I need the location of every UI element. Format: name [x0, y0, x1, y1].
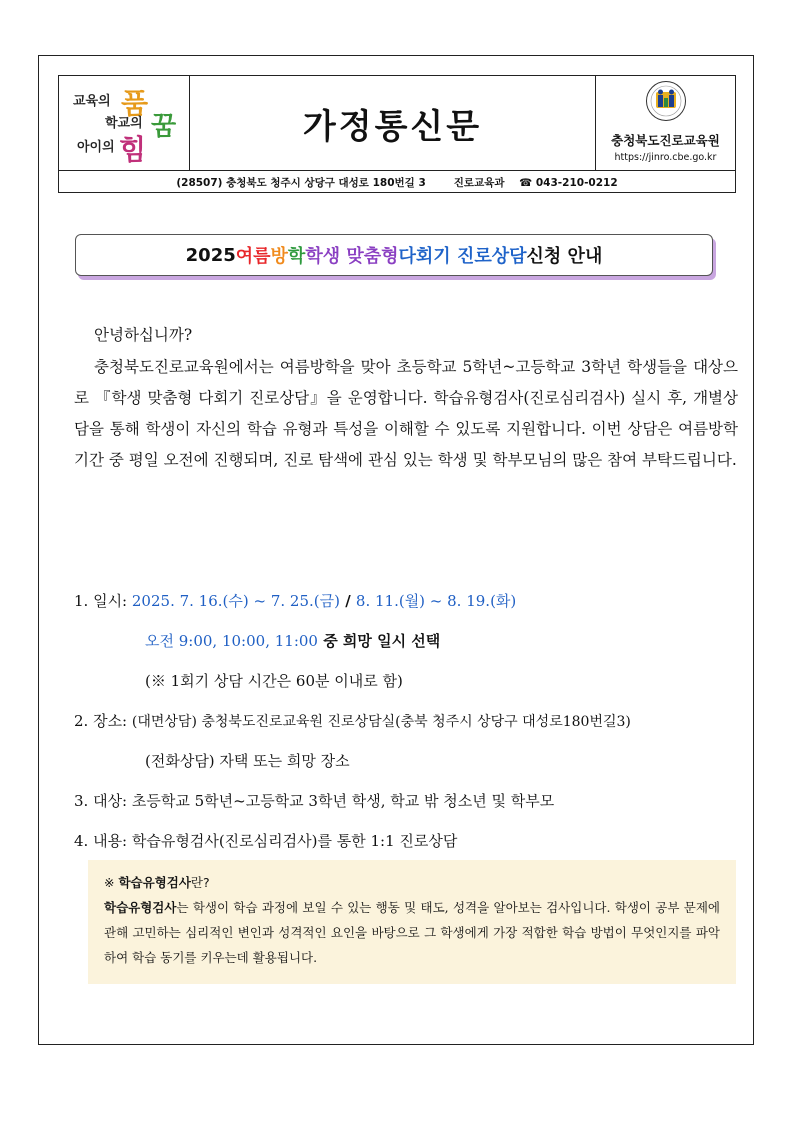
logo-text-1: 교육의: [73, 94, 111, 109]
logo-big-3: 힘: [119, 133, 147, 166]
issuer-block: [596, 76, 735, 170]
banner-bang: 방: [270, 246, 288, 267]
intro-text: 충청북도진로교육원에서는 여름방학을 맞아 초등학교 5학년~고등학교 3학년 학생들을 대상으로 『학생 맞춤형 다회기 진로상담』을 운영합니다. 학습유형검사(진로심리검사) 실시 후, 개별상담을 통해 학생이 자신의 학습 유형과 특성을 이해할 수 있도록 지원합니다. 이번 상담은 여름방학 기간 중 평일 오전에 진행되며, 진로 탐색에 관심 있는 학생 및 학부모님의 많은 참여 부탁드립니다.: [74, 358, 738, 469]
logo-text-2: 학교의: [105, 116, 143, 131]
item-place: 2. 장소: (대면상담) 충청북도진로교육원 진로상담실(충북 청주시 상당구 대성로180번길3): [74, 712, 631, 730]
notice-title-banner: [75, 234, 713, 276]
logo-big-1: 품: [121, 87, 149, 120]
telephone-icon: ☎: [519, 176, 533, 189]
note-title: ※ 학습유형검사란?: [104, 875, 210, 890]
note-body: 학습유형검사는 학생이 학습 과정에 보일 수 있는 행동 및 태도, 성격을 알아보는 검사입니다. 학생이 공부 문제에 관해 고민하는 심리적인 변인과 성격적인 요인을 바탕으로 그 학생에게 가장 적합한 학습 방법이 무엇인지를 파악하여 학습 동기를 키우는데 활용됩니다.: [104, 900, 720, 965]
item-content: 4. 내용: 학습유형검사(진로심리검사)를 통한 1:1 진로상담: [74, 832, 458, 850]
logo-big-2: 꿈: [151, 112, 177, 142]
intro-paragraph: [74, 352, 738, 476]
item-time: 오전 9:00, 10:00, 11:00 중 희망 일시 선택: [145, 632, 441, 650]
item-time-note: (※ 1회기 상담 시간은 60분 이내로 함): [145, 672, 403, 690]
contact-bar: [59, 170, 735, 193]
item-place-phone: (전화상담) 자택 또는 희망 장소: [145, 752, 350, 770]
banner-hak: 학: [287, 246, 306, 267]
department: 진로교육과: [453, 176, 505, 189]
banner-apply: 신청 안내: [526, 246, 603, 267]
institute-emblem-icon: [645, 80, 687, 122]
phone-number: 043-210-0212: [535, 176, 618, 189]
issuer-name: 충청북도진로교육원: [611, 133, 720, 148]
item-date: 1. 일시: 2025. 7. 16.(수) ~ 7. 25.(금) / 8. 11.(월) ~ 8. 19.(화): [74, 592, 517, 610]
contact-info: [454, 175, 618, 190]
address: (28507) 충청북도 청주시 상당구 대성로 180번길 3: [176, 176, 426, 189]
issuer-url[interactable]: https://jinro.cbe.go.kr: [614, 152, 717, 163]
info-note-box: [88, 860, 736, 984]
document-title: 가정통신문: [190, 76, 596, 170]
banner-year: 2025: [185, 244, 236, 266]
letterhead: [58, 75, 736, 193]
banner-custom: 학생 맞춤형: [305, 246, 399, 267]
greeting: 안녕하십니까?: [94, 326, 193, 344]
logo-text-3: 아이의: [77, 140, 115, 155]
banner-summer: 여름: [235, 246, 271, 267]
slogan-logo: [59, 76, 190, 170]
banner-counseling: 다회기 진로상담: [398, 246, 527, 267]
item-target: 3. 대상: 초등학교 5학년~고등학교 3학년 학생, 학교 밖 청소년 및 학부모: [74, 792, 555, 810]
